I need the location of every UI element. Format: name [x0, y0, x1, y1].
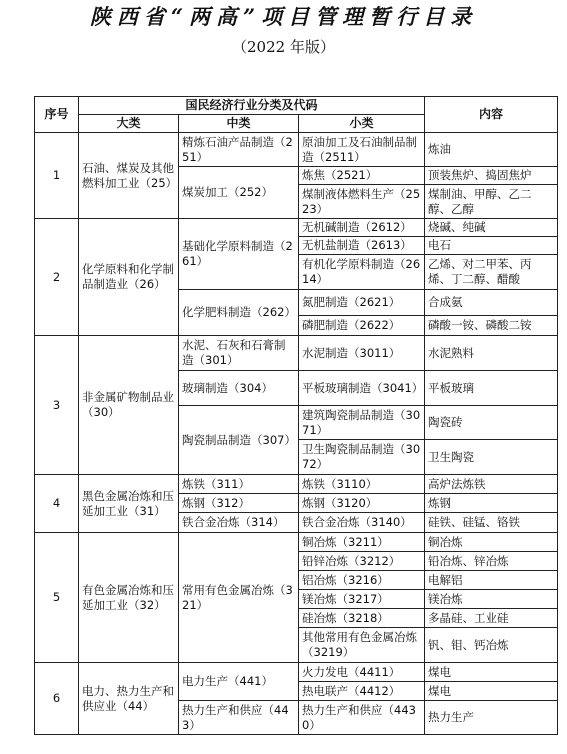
major-cell: 电力、热力生产和供应业（44） — [79, 663, 179, 735]
minor-cell: 卫生陶瓷制品制造（3072） — [299, 440, 425, 475]
seq-cell: 5 — [35, 533, 79, 663]
content-cell: 煤电 — [425, 682, 558, 701]
content-cell: 硅铁、硅锰、铬铁 — [425, 513, 558, 533]
middle-cell: 电力生产（441） — [179, 663, 299, 701]
middle-cell: 化学肥料制造（262） — [179, 290, 299, 336]
middle-cell: 炼钢（312） — [179, 494, 299, 513]
document-subtitle: （2022 年版） — [232, 38, 335, 56]
content-cell: 顶装焦炉、捣固焦炉 — [425, 167, 558, 185]
minor-cell: 热电联产（4412） — [299, 682, 425, 701]
table-row — [35, 663, 558, 682]
seq-cell: 1 — [35, 133, 79, 219]
header-major: 大类 — [79, 115, 179, 133]
minor-cell: 镁冶炼（3217） — [299, 590, 425, 609]
content-cell: 卫生陶瓷 — [425, 440, 558, 475]
content-cell: 铜冶炼 — [425, 533, 558, 552]
minor-cell: 铅锌冶炼（3212） — [299, 552, 425, 571]
seq-cell: 2 — [35, 219, 79, 336]
major-cell: 石油、煤炭及其他燃料加工业（25） — [79, 133, 179, 219]
table-row — [35, 336, 558, 371]
document-title: 陕西省“两高”项目管理暂行目录 — [89, 4, 478, 29]
middle-cell: 炼铁（311） — [179, 475, 299, 494]
header-content: 内容 — [425, 97, 558, 133]
minor-cell: 磷肥制造（2622） — [299, 316, 425, 336]
minor-cell: 硅冶炼（3218） — [299, 609, 425, 628]
minor-cell: 无机盐制造（2613） — [299, 237, 425, 255]
content-cell: 铅冶炼、锌冶炼 — [425, 552, 558, 571]
middle-cell: 铁合金冶炼（314） — [179, 513, 299, 533]
content-cell: 钒、钼、钙冶炼 — [425, 628, 558, 663]
major-cell: 非金属矿物制品业（30） — [79, 336, 179, 475]
minor-cell: 热力生产和供应（4430） — [299, 701, 425, 735]
seq-cell: 3 — [35, 336, 79, 475]
content-cell: 平板玻璃 — [425, 371, 558, 406]
minor-cell: 铁合金冶炼（3140） — [299, 513, 425, 533]
middle-cell: 热力生产和供应（443） — [179, 701, 299, 735]
seq-cell: 4 — [35, 475, 79, 533]
minor-cell: 炼铁（3110） — [299, 475, 425, 494]
major-cell: 化学原料和化学制品制造业（26） — [79, 219, 179, 336]
seq-cell: 6 — [35, 663, 79, 735]
content-cell: 高炉法炼铁 — [425, 475, 558, 494]
content-cell: 电石 — [425, 237, 558, 255]
content-cell: 多晶硅、工业硅 — [425, 609, 558, 628]
content-cell: 炼钢 — [425, 494, 558, 513]
minor-cell: 火力发电（4411） — [299, 663, 425, 682]
content-cell: 磷酸一铵、磷酸二铵 — [425, 316, 558, 336]
minor-cell: 炼焦（2521） — [299, 167, 425, 185]
minor-cell: 煤制液体燃料生产（2523） — [299, 185, 425, 219]
content-cell: 热力生产 — [425, 701, 558, 735]
minor-cell: 原油加工及石油制品制造（2511） — [299, 133, 425, 167]
minor-cell: 有机化学原料制造（2614） — [299, 255, 425, 290]
header-minor: 小类 — [299, 115, 425, 133]
table-row — [35, 475, 558, 494]
minor-cell: 其他常用有色金属冶炼（3219） — [299, 628, 425, 663]
content-cell: 煤制油、甲醇、乙二醇、乙醇 — [425, 185, 558, 219]
major-cell: 有色金属冶炼和压延加工业（32） — [79, 533, 179, 663]
content-cell: 陶瓷砖 — [425, 406, 558, 440]
table-row — [35, 133, 558, 167]
minor-cell: 水泥制造（3011） — [299, 336, 425, 371]
directory-table — [34, 96, 558, 735]
table-row — [35, 533, 558, 552]
middle-cell: 精炼石油产品制造（251） — [179, 133, 299, 167]
middle-cell: 玻璃制造（304） — [179, 371, 299, 406]
middle-cell: 常用有色金属冶炼（321） — [179, 533, 299, 663]
content-cell: 电解铝 — [425, 571, 558, 590]
minor-cell: 炼钢（3120） — [299, 494, 425, 513]
content-cell: 炼油 — [425, 133, 558, 167]
middle-cell: 水泥、石灰和石膏制造（301） — [179, 336, 299, 371]
table-header-row — [35, 97, 558, 115]
content-cell: 煤电 — [425, 663, 558, 682]
middle-cell: 陶瓷制品制造（307） — [179, 406, 299, 475]
header-middle: 中类 — [179, 115, 299, 133]
content-cell: 乙烯、对二甲苯、丙烯、丁二醇、醋酸 — [425, 255, 558, 290]
middle-cell: 基础化学原料制造（261） — [179, 219, 299, 290]
header-classification: 国民经济行业分类及代码 — [79, 97, 425, 115]
header-seq: 序号 — [35, 97, 79, 133]
major-cell: 黑色金属冶炼和压延加工业（31） — [79, 475, 179, 533]
minor-cell: 铝冶炼（3216） — [299, 571, 425, 590]
minor-cell: 无机碱制造（2612） — [299, 219, 425, 237]
minor-cell: 氮肥制造（2621） — [299, 290, 425, 316]
content-cell: 合成氨 — [425, 290, 558, 316]
minor-cell: 铜冶炼（3211） — [299, 533, 425, 552]
minor-cell: 平板玻璃制造（3041） — [299, 371, 425, 406]
content-cell: 水泥熟料 — [425, 336, 558, 371]
content-cell: 烧碱、纯碱 — [425, 219, 558, 237]
minor-cell: 建筑陶瓷制品制造（3071） — [299, 406, 425, 440]
content-cell: 镁冶炼 — [425, 590, 558, 609]
table-row — [35, 219, 558, 237]
middle-cell: 煤炭加工（252） — [179, 167, 299, 219]
